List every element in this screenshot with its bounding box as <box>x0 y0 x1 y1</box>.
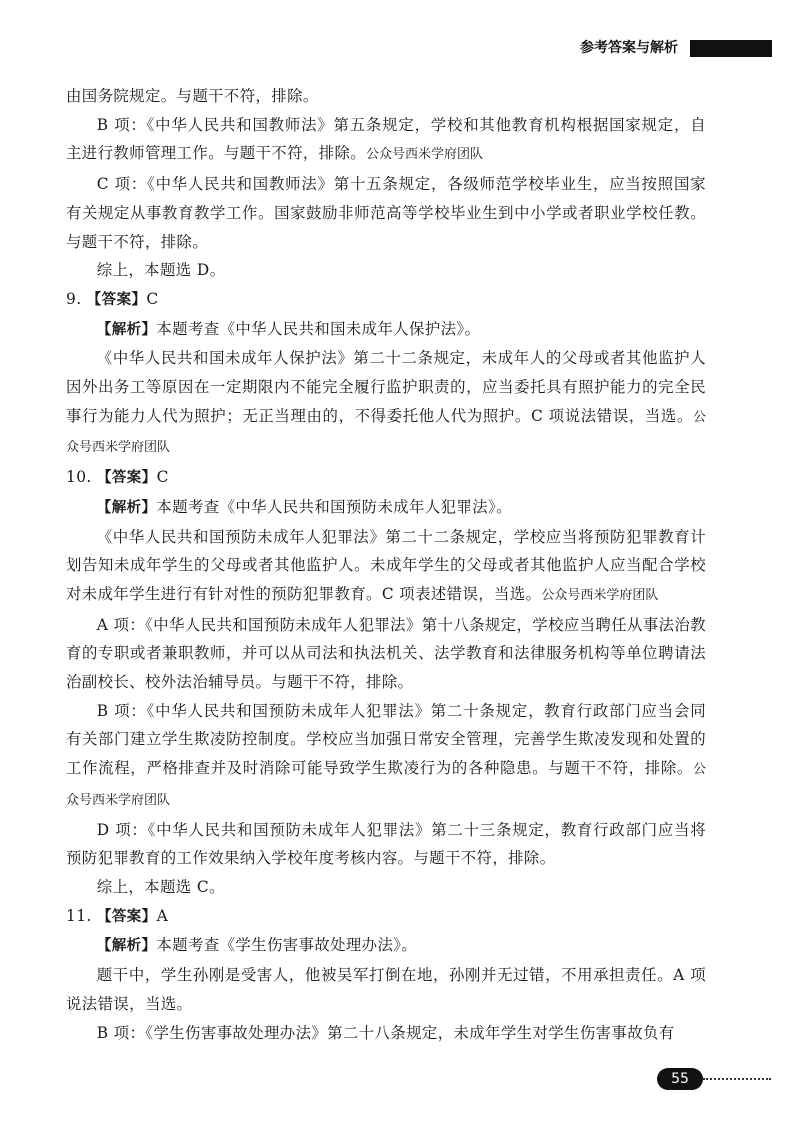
answer-content <box>66 82 706 1047</box>
answer-label: 【答案】 <box>96 470 157 487</box>
footer-rule <box>703 1078 771 1080</box>
page-number: 55 <box>657 1068 703 1090</box>
text-segment: 11. <box>66 906 97 925</box>
paragraph <box>66 902 706 932</box>
watermark-text: 公众号西米学府团队 <box>366 147 484 163</box>
text-segment: 本题考查《学生伤害事故处理办法》。 <box>156 936 418 955</box>
text-segment: C <box>156 468 169 487</box>
text-segment: 综上，本题选 C。 <box>96 877 225 896</box>
paragraph <box>66 344 706 463</box>
paragraph <box>66 697 706 816</box>
header-bar-decoration <box>690 40 772 57</box>
answer-label: 【解析】 <box>96 938 157 955</box>
page-header <box>0 38 800 58</box>
watermark-text: 公众号西米学府团队 <box>541 587 659 603</box>
watermark-text: 公众号西米学府团队 <box>66 409 706 456</box>
paragraph <box>66 111 706 170</box>
answer-label: 【解析】 <box>96 321 157 338</box>
text-segment: 由国务院规定。与题干不符，排除。 <box>66 87 319 105</box>
paragraph <box>66 1019 706 1048</box>
paragraph <box>66 931 706 961</box>
paragraph <box>66 873 706 902</box>
text-segment: A <box>156 906 169 925</box>
paragraph <box>66 463 706 493</box>
text-segment: C 项：《中华人民共和国教师法》第十五条规定，各级师范学校毕业生，应当按照国家有关规定从事教育教学工作。国家鼓励非师范高等学校毕业生到中小学或者职业学校任教。与题干不符，排除。 <box>66 175 706 251</box>
paragraph <box>66 82 706 111</box>
paragraph <box>66 285 706 315</box>
paragraph <box>66 170 706 256</box>
answer-label: 【解析】 <box>96 499 157 516</box>
paragraph <box>66 523 706 611</box>
text-segment: 本题考查《中华人民共和国预防未成年人犯罪法》。 <box>156 497 512 516</box>
paragraph <box>66 256 706 285</box>
paragraph <box>66 611 706 697</box>
text-segment: A 项：《中华人民共和国预防未成年人犯罪法》第十八条规定，学校应当聘任从事法治教育的专职或者兼职教师，并可以从司法和执法机关、法学教育和法律服务机构等单位聘请法治副校长、校外法治辅导员。与题干不符，排除。 <box>66 615 706 692</box>
header-title: 参考答案与解析 <box>580 40 678 56</box>
watermark-text: 公众号西米学府团队 <box>66 762 706 808</box>
text-segment: 综上，本题选 D。 <box>96 261 226 280</box>
text-segment: B 项：《中华人民共和国预防未成年人犯罪法》第二十条规定，教育行政部门应当会同有关部门建立学生欺凌防控制度。学校应当加强日常安全管理，完善学生欺凌发现和处置的工作流程，严格排查并及时消除可能导致学生欺凌行为的各种隐患。与题干不符，排除。 <box>66 701 706 778</box>
paragraph <box>66 816 706 873</box>
text-segment: 本题考查《中华人民共和国未成年人保护法》。 <box>156 319 481 338</box>
text-segment: 题干中，学生孙刚是受害人，他被吴军打倒在地，孙刚并无过错，不用承担责任。A 项说法错误，当选。 <box>66 966 706 1013</box>
paragraph <box>66 961 706 1018</box>
answer-label: 【答案】 <box>86 291 147 308</box>
text-segment: D 项：《中华人民共和国预防未成年人犯罪法》第二十三条规定，教育行政部门应当将预防犯罪教育的工作效果纳入学校年度考核内容。与题干不符，排除。 <box>66 820 706 868</box>
text-segment: 《中华人民共和国预防未成年人犯罪法》第二十二条规定，学校应当将预防犯罪教育计划告知未成年学生的父母或者其他监护人。未成年学生的父母或者其他监护人应当配合学校对未成年学生进行有针对性的预防犯罪教育。C 项表述错误，当选。 <box>66 527 706 603</box>
text-segment: 10. <box>66 468 97 487</box>
text-segment: 9. <box>66 289 87 308</box>
answer-label: 【答案】 <box>96 908 157 925</box>
paragraph <box>66 315 706 345</box>
text-segment: B 项：《中华人民共和国教师法》第五条规定，学校和其他教育机构根据国家规定，自主进行教师管理工作。与题干不符，排除。 <box>66 115 706 163</box>
paragraph <box>66 493 706 523</box>
text-segment: C <box>146 289 159 308</box>
text-segment: B 项：《学生伤害事故处理办法》第二十八条规定，未成年学生对学生伤害事故负有 <box>96 1023 675 1042</box>
text-segment: 《中华人民共和国未成年人保护法》第二十二条规定，未成年人的父母或者其他监护人因外出务工等原因在一定期限内不能完全履行监护职责的，应当委托具有照护能力的完全民事行为能力人代为照护；无正当理由的，不得委托他人代为照护。C 项说法错误，当选。 <box>66 349 706 425</box>
